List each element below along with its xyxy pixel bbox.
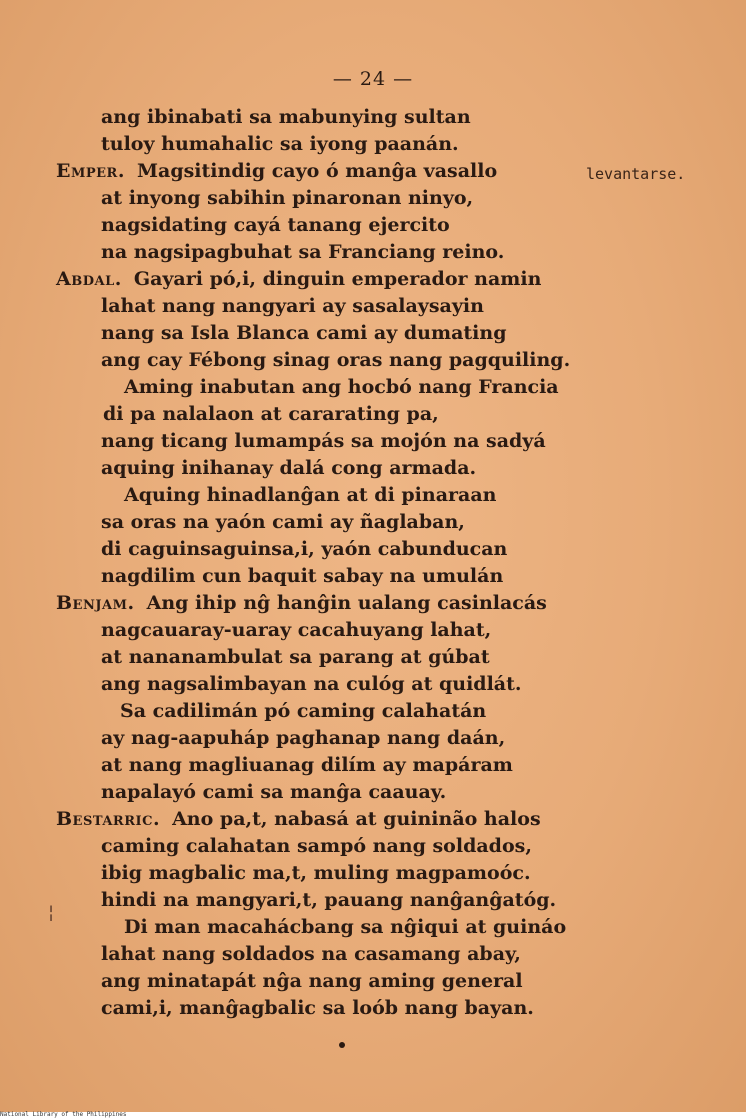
page-number: — 24 — bbox=[332, 68, 414, 90]
verse-line bbox=[101, 187, 473, 209]
verse-line bbox=[101, 889, 556, 911]
verse-line bbox=[101, 349, 570, 371]
verse-line bbox=[101, 241, 504, 263]
verse-text: ang ibinabati sa mabunying sultan bbox=[101, 106, 471, 128]
margin-mark: ¦ bbox=[48, 902, 55, 923]
verse-line bbox=[101, 430, 546, 452]
verse-text: Magsitindig cayo ó manĝa vasallo bbox=[136, 160, 498, 182]
verse-line bbox=[101, 943, 521, 965]
verse-text: cami,i, manĝagbalic sa loób nang bayan. bbox=[101, 997, 534, 1019]
speaker-name: Abdal. bbox=[56, 268, 122, 290]
verse-text: nang ticang lumampás sa mojón na sadyá bbox=[101, 430, 546, 452]
verse-line bbox=[124, 484, 496, 506]
verse-text: lahat nang soldados na casamang abay, bbox=[101, 943, 521, 965]
verse-text: ang minatapát nĝa nang aming general bbox=[101, 970, 523, 992]
library-footer: National Library of the Philippines bbox=[0, 1112, 746, 1118]
verse-line bbox=[101, 619, 491, 641]
verse-text: aquing inihanay dalá cong armada. bbox=[101, 457, 477, 479]
verse-line bbox=[56, 592, 547, 614]
verse-text: nagdilim cun baquit sabay na umulán bbox=[101, 565, 504, 587]
verse-line bbox=[101, 754, 513, 776]
verse-line bbox=[101, 727, 505, 749]
verse-line bbox=[120, 700, 486, 722]
verse-text: tuloy humahalic sa iyong paanán. bbox=[101, 133, 459, 155]
verse-line bbox=[101, 997, 534, 1019]
verse-text: ang cay Fébong sinag oras nang pagquiling. bbox=[101, 349, 571, 371]
verse-line bbox=[101, 457, 476, 479]
verse-line bbox=[56, 160, 497, 182]
speaker-name: Emper. bbox=[56, 160, 125, 182]
speaker-name: Bestarric. bbox=[56, 808, 161, 830]
verse-text: Aquing hinadlanĝan at di pinaraan bbox=[124, 484, 497, 506]
margin-note: levantarse. bbox=[586, 165, 686, 183]
verse-text: at nang magliuanag dilím ay mapáram bbox=[101, 754, 513, 776]
verse-line bbox=[101, 835, 532, 857]
speaker-name: Benjam. bbox=[56, 592, 135, 614]
verse-text: ang nagsalimbayan na culóg at quidlát. bbox=[101, 673, 522, 695]
verse-line bbox=[101, 673, 522, 695]
verse-text: nagcauaray-uaray cacahuyang lahat, bbox=[101, 619, 492, 641]
verse-text: di caguinsaguinsa,i, yaón cabunducan bbox=[101, 538, 508, 560]
verse-line bbox=[101, 862, 531, 884]
verse-text: nagsidating cayá tanang ejercito bbox=[101, 214, 450, 236]
verse-text: Sa cadilimán pó caming calahatán bbox=[120, 700, 487, 722]
verse-line bbox=[101, 538, 507, 560]
verse-line bbox=[101, 214, 450, 236]
verse-line bbox=[124, 376, 559, 398]
verse-text: lahat nang nangyari ay sasalaysayin bbox=[101, 295, 484, 317]
verse-text: Ano pa,t, nabasá at guininão halos bbox=[172, 808, 541, 830]
verse-text: at nananambulat sa parang at gúbat bbox=[101, 646, 490, 668]
verse-text: nang sa Isla Blanca cami ay dumating bbox=[101, 322, 507, 344]
verse-text: caming calahatan sampó nang soldados, bbox=[101, 835, 532, 857]
verse-text: ibig magbalic ma,t, muling magpamoóc. bbox=[101, 862, 531, 884]
verse-line bbox=[101, 781, 446, 803]
verse-line bbox=[101, 970, 523, 992]
verse-line bbox=[101, 133, 459, 155]
verse-text: at inyong sabihin pinaronan ninyo, bbox=[101, 187, 474, 209]
verse-line bbox=[101, 322, 506, 344]
verse-line bbox=[124, 916, 566, 938]
verse-line bbox=[101, 295, 484, 317]
verse-text: Di man macahácbang sa nĝiqui at guináo bbox=[124, 916, 567, 938]
verse-text: Ang ihip nĝ hanĝin ualang casinlacás bbox=[146, 592, 547, 614]
verse-line bbox=[101, 106, 471, 128]
verse-text: na nagsipagbuhat sa Franciang reino. bbox=[101, 241, 505, 263]
verse-line bbox=[56, 808, 541, 830]
verse-line bbox=[56, 268, 541, 290]
ornament-dot bbox=[339, 1042, 345, 1048]
verse-text: Gayari pó,i, dinguin emperador namin bbox=[133, 268, 542, 290]
verse-text: napalayó cami sa manĝa caauay. bbox=[101, 781, 447, 803]
verse-text: ay nag-aapuháp paghanap nang daán, bbox=[101, 727, 506, 749]
verse-line bbox=[101, 511, 465, 533]
verse-text: Aming inabutan ang hocbó nang Francia bbox=[124, 376, 559, 398]
verse-line bbox=[103, 403, 439, 425]
verse-text: di pa nalalaon at cararating pa, bbox=[103, 403, 439, 425]
verse-text: sa oras na yaón cami ay ñaglaban, bbox=[101, 511, 465, 533]
verse-line bbox=[101, 646, 490, 668]
verse-line bbox=[101, 565, 503, 587]
verse-text: hindi na mangyari,t, pauang nanĝanĝatóg. bbox=[101, 889, 557, 911]
